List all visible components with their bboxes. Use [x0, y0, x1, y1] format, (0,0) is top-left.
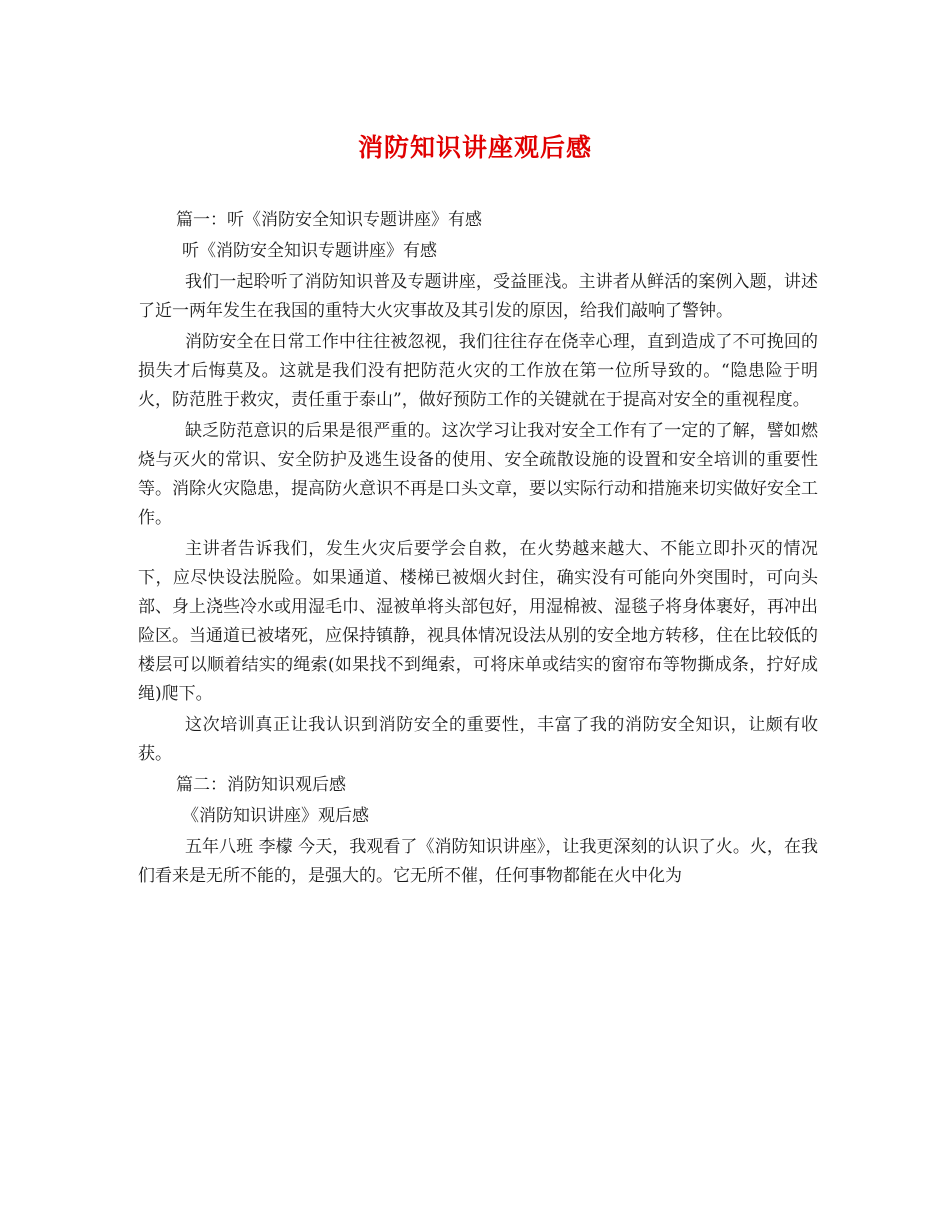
paragraph-3: 缺乏防范意识的后果是很严重的。这次学习让我对安全工作有了一定的了解，譬如燃烧与灭火的常识、安全防护及逃生设备的使用、安全疏散设施的设置和安全培训的重要性等。消除火灾隐患，提高防火意识不再是口头文章，要以实际行动和措施来切实做好安全工作。 — [138, 421, 818, 528]
document-title: 消防知识讲座观后感 — [357, 133, 592, 162]
section-subheading-1: 听《消防安全知识专题讲座》有感 — [182, 241, 437, 261]
document-body — [138, 206, 818, 893]
section-heading-2: 篇二：消防知识观后感 — [176, 775, 346, 795]
paragraph-4: 主讲者告诉我们，发生火灾后要学会自救，在火势越来越大、不能立即扑灭的情况下，应尽快设法脱险。如果通道、楼梯已被烟火封住，确实没有可能向外突围时，可向头部、身上浇些冷水或用湿毛巾、湿被单将头部包好，用湿棉被、湿毯子将身体裹好，再冲出险区。当通道已被堵死，应保持镇静，视具体情况设法从别的安全地方转移，住在比较低的楼层可以顺着结实的绳索(如果找不到绳索，可将床单或结实的窗帘布等物撕成条，拧好成绳)爬下。 — [138, 539, 818, 704]
section-heading-1: 篇一：听《消防安全知识专题讲座》有感 — [176, 210, 482, 230]
paragraph-1: 我们一起聆听了消防知识普及专题讲座，受益匪浅。主讲者从鲜活的案例入题，讲述了近一两年发生在我国的重特大火灾事故及其引发的原因，给我们敲响了警钟。 — [138, 272, 818, 321]
paragraph-6: 五年八班 李檬 今天，我观看了《消防知识讲座》，让我更深刻的认识了火。火，在我们看来是无所不能的，是强大的。它无所不催，任何事物都能在火中化为 — [138, 837, 818, 886]
section-subheading-2: 《消防知识讲座》观后感 — [182, 806, 369, 826]
paragraph-2: 消防安全在日常工作中往往被忽视，我们往往存在侥幸心理，直到造成了不可挽回的损失才后悔莫及。这就是我们没有把防范火灾的工作放在第一位所导致的。“隐患险于明火，防范胜于救灾，责任重于泰山”，做好预防工作的关键就在于提高对安全的重视程度。 — [138, 332, 818, 410]
paragraph-5: 这次培训真正让我认识到消防安全的重要性，丰富了我的消防安全知识，让颇有收获。 — [138, 715, 818, 764]
